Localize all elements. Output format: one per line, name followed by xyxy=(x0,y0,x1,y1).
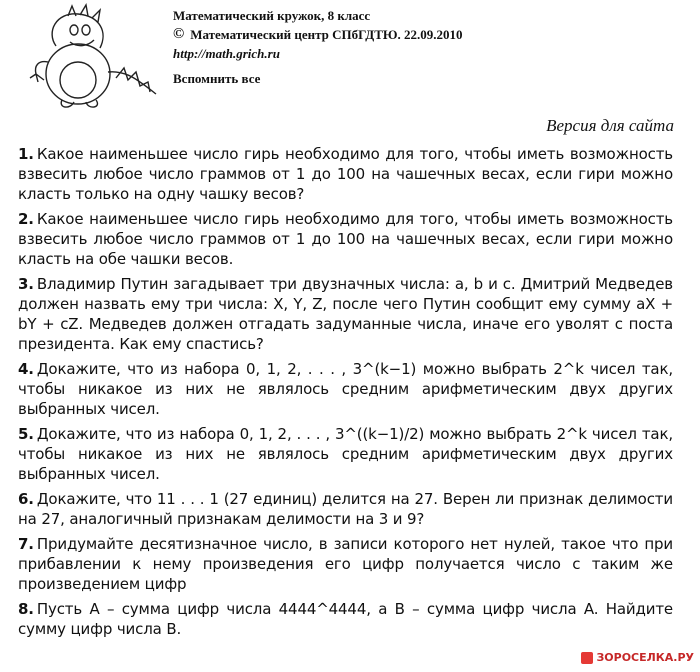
problem-text: Докажите, что из набора 0, 1, 2, . . . , 3^((k−1)/2) можно выбрать 2^k чисел так, чтобы никакое из них не являлось средним арифметическим двух других выбранных чисел. xyxy=(18,425,673,483)
problem-item xyxy=(18,489,673,529)
problem-item xyxy=(18,424,673,484)
problem-number: 4. xyxy=(18,360,34,378)
problem-list xyxy=(18,144,673,644)
problem-text: Придумайте десятизначное число, в записи которого нет нулей, такое что при прибавлении к нему произведения его цифр получается число с таким же произведением цифр xyxy=(18,535,673,593)
problem-item xyxy=(18,209,673,269)
problem-text: Владимир Путин загадывает три двузначных числа: a, b и c. Дмитрий Медведев должен назвать ему три числа: X, Y, Z, после чего Путин сообщит ему сумму aX + bY + cZ. Медведев должен отгадать задуманные числа, иначе его уволят с поста президента. Как ему спастись? xyxy=(18,275,673,353)
problem-number: 7. xyxy=(18,535,34,553)
problem-number: 8. xyxy=(18,600,34,618)
watermark-text: ЗОРОСЕЛКА.РУ xyxy=(596,651,694,664)
copyright-symbol: © xyxy=(173,26,185,42)
organization-name-date: Математический центр СПбГДТЮ. 22.09.2010 xyxy=(190,27,463,42)
website-url: http://math.grich.ru xyxy=(173,46,280,61)
site-watermark xyxy=(581,651,694,664)
org-line xyxy=(173,25,463,44)
problem-text: Докажите, что 11 . . . 1 (27 единиц) делится на 27. Верен ли признак делимости на 27, аналогичный признакам делимости на 3 и 9? xyxy=(18,490,673,528)
version-label: Версия для сайта xyxy=(546,116,674,135)
problem-text: Какое наименьшее число гирь необходимо для того, чтобы иметь возможность взвесить любое число граммов от 1 до 100 на чашечных весах, если гири можно класть на обе чашки весов. xyxy=(18,210,673,268)
problem-item xyxy=(18,599,673,639)
problem-number: 6. xyxy=(18,490,34,508)
problem-number: 2. xyxy=(18,210,34,228)
course-title: Математический кружок, 8 класс xyxy=(173,8,371,23)
problem-number: 5. xyxy=(18,425,34,443)
problem-item xyxy=(18,274,673,354)
document-header xyxy=(173,6,463,88)
problem-text: Пусть A – сумма цифр числа 4444^4444, а B – сумма цифр числа A. Найдите сумму цифр числа B. xyxy=(18,600,673,638)
problem-item xyxy=(18,144,673,204)
problem-item xyxy=(18,534,673,594)
dragon-logo-image xyxy=(16,2,164,112)
problem-number: 3. xyxy=(18,275,34,293)
problem-text: Какое наименьшее число гирь необходимо для того, чтобы иметь возможность взвесить любое число граммов от 1 до 100 на чашечных весах, если гири можно класть только на одну чашку весов? xyxy=(18,145,673,203)
problem-item xyxy=(18,359,673,419)
problem-number: 1. xyxy=(18,145,34,163)
watermark-logo-icon xyxy=(581,652,593,664)
problem-text: Докажите, что из набора 0, 1, 2, . . . , 3^(k−1) можно выбрать 2^k чисел так, чтобы никакое из них не являлось средним арифметическим двух других выбранных чисел. xyxy=(18,360,673,418)
worksheet-subtitle: Вспомнить все xyxy=(173,71,261,86)
